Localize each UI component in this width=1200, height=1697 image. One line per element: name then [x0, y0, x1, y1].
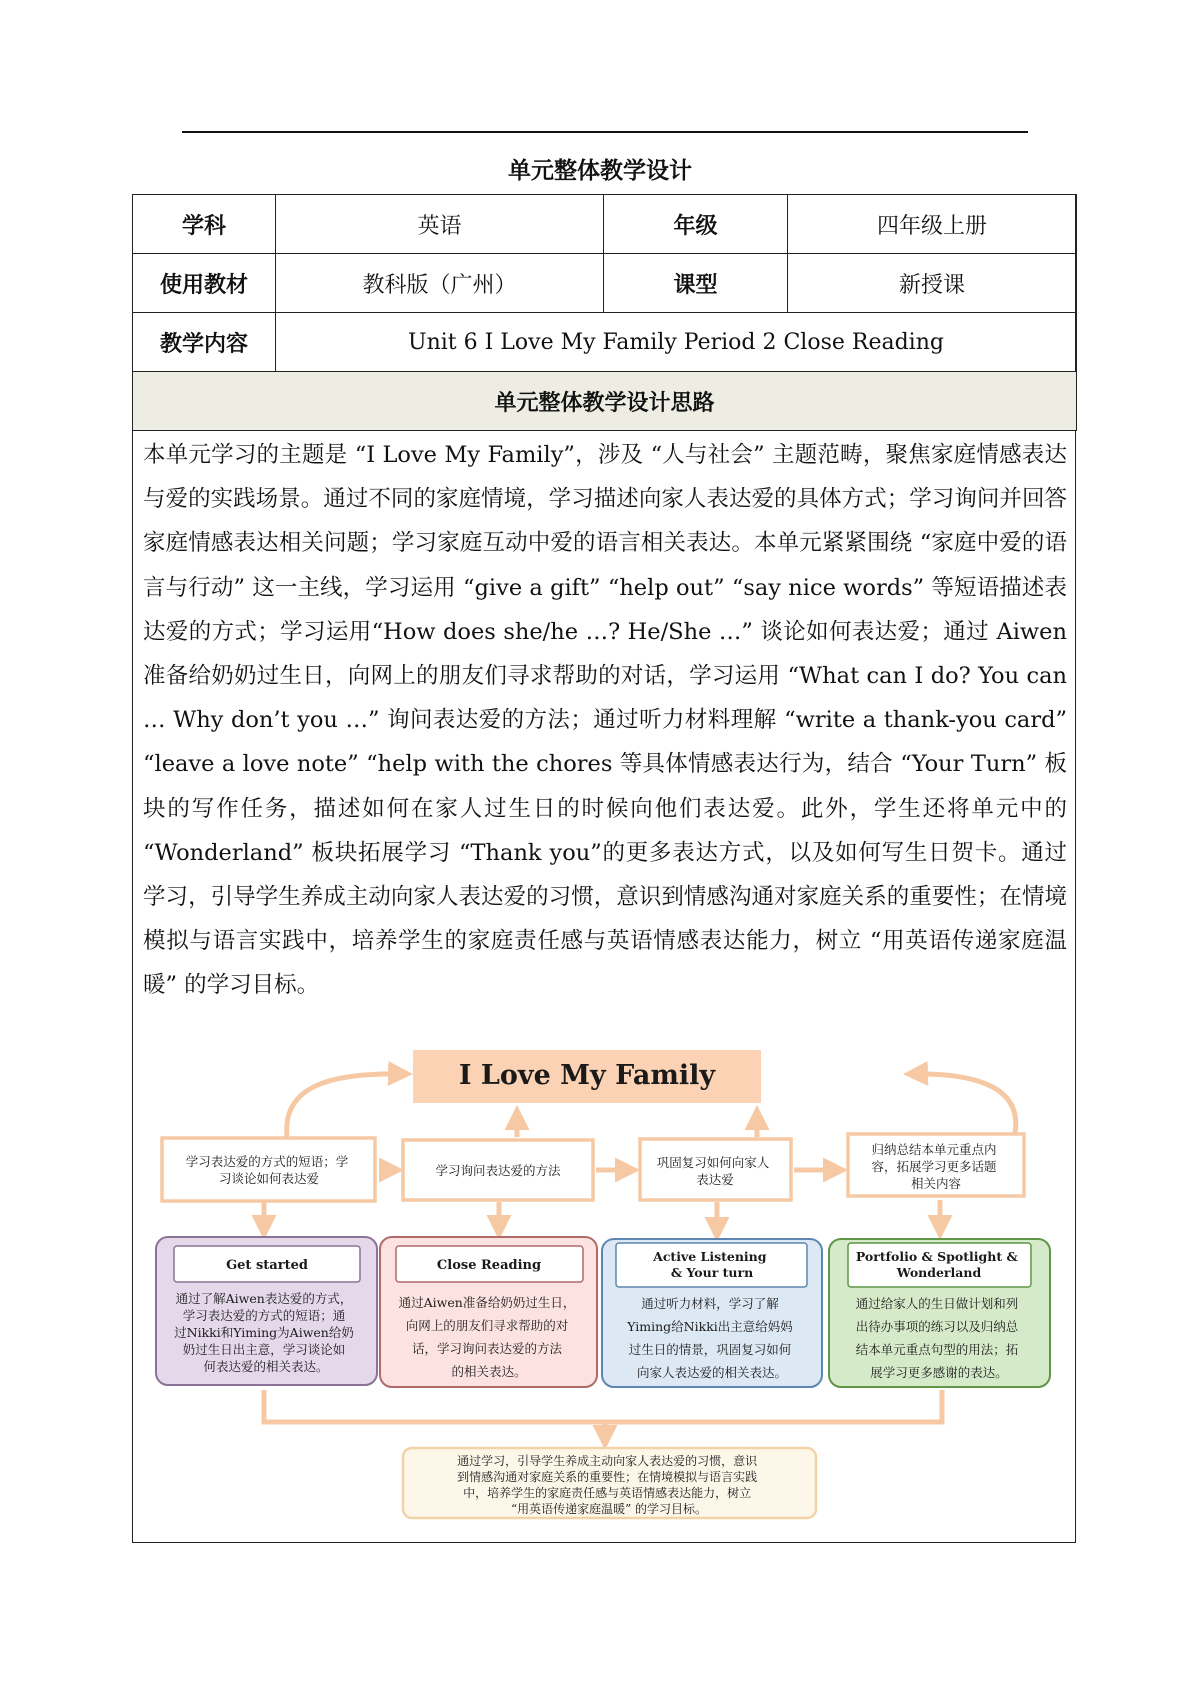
section-banner: 单元整体教学设计思路	[133, 372, 1077, 431]
summary-text: 通过学习，引导学生养成主动向家人表达爱的习惯，意识 到情感沟通对家庭关系的重要性；在情境模拟与语言实践 中，培养学生的家庭责任感与英语情感表达能力，树立 “用英语传递家庭温暖” 的学习目标。	[457, 1454, 758, 1516]
stage-portfolio	[829, 1239, 1050, 1387]
stage-title-2: Close Reading	[436, 1258, 542, 1273]
stage-title-1: Get started	[226, 1258, 308, 1273]
arrow-title-to-goal4	[908, 1074, 1016, 1133]
stage-desc-4: 通过给家人的生日做计划和列 出待办事项的练习以及归纳总 结本单元重点句型的用法；拓 展学习更多感谢的表达。	[855, 1296, 1019, 1380]
stage-get-started	[156, 1237, 377, 1385]
goal-boxes	[162, 1134, 1024, 1201]
table-row	[133, 254, 1077, 313]
textbook-label: 使用教材	[133, 254, 276, 313]
stage-desc-2: 通过Aiwen准备给奶奶过生日， 向网上的朋友们寻求帮助的对 话，学习询问表达爱的方法 的相关表达。	[398, 1295, 576, 1379]
design-paragraph: 本单元学习的主题是 “I Love My Family”，涉及 “人与社会” 主题范畴，聚焦家庭情感表达与爱的实践场景。通过不同的家庭情境，学习描述向家人表达爱的具体方式；学习询问并回答家庭情感表达相关问题；学习家庭互动中爱的语言相关表达。本单元紧紧围绕 “家庭中爱的语言与行动” 这一主线，学习运用 “give a gift” “help out” “say nice words” 等短语描述表达爱的方式；学习运用“How does she/he …? He/She …” 谈论如何表达爱；通过 Aiwen 准备给奶奶过生日，向网上的朋友们寻求帮助的对话，学习运用 “What can I do? You can … Why don’t you …” 询问表达爱的方法；通过听力材料理解 “write a thank-you card” “leave a love note” “help with the chores 等具体情感表达行为，结合 “Your Turn” 板块的写作任务，描述如何在家人过生日的时候向他们表达爱。此外，学生还将单元中的 “Wonderland” 板块拓展学习 “Thank you”的更多表达方式，以及如何写生日贺卡。通过学习，引导学生养成主动向家人表达爱的习惯，意识到情感沟通对家庭关系的重要性；在情境模拟与语言实践中，培养学生的家庭责任感与英语情感表达能力，树立 “用英语传递家庭温暖” 的学习目标。	[143, 442, 1067, 999]
goal-text-3: 巩固复习如何向家人 表达爱	[656, 1155, 770, 1187]
content-label: 教学内容	[133, 313, 276, 372]
table-row	[133, 195, 1077, 254]
subject-value: 英语	[276, 195, 604, 254]
bracket-line	[264, 1390, 942, 1422]
info-table	[132, 194, 1077, 431]
lesson-type-value: 新授课	[788, 254, 1077, 313]
goal-text-1: 学习表达爱的方式的短语；学 习谈论如何表达爱	[185, 1154, 349, 1186]
summary-box-group	[403, 1448, 816, 1518]
document-title: 单元整体教学设计	[508, 157, 692, 184]
unit-flow-diagram	[132, 1050, 1076, 1540]
goal-box-1	[162, 1138, 375, 1201]
goal-text-2: 学习询问表达爱的方法	[435, 1163, 561, 1178]
stage-close-reading	[380, 1237, 597, 1387]
grade-label: 年级	[604, 195, 788, 254]
stage-active-listening	[602, 1239, 822, 1387]
table-row	[133, 313, 1077, 372]
content-value: Unit 6 I Love My Family Period 2 Close Reading	[276, 313, 1077, 372]
lesson-type-label: 课型	[604, 254, 788, 313]
goal-text-4: 归纳总结本单元重点内 容，拓展学习更多话题 相关内容	[871, 1142, 997, 1191]
stage-title-3: Active Listening & Your turn	[653, 1249, 767, 1280]
grade-value: 四年级上册	[788, 195, 1077, 254]
diagram-title: I Love My Family	[458, 1060, 716, 1091]
stage-desc-1: 通过了解Aiwen表达爱的方式， 学习表达爱的方式的短语；通 过Nikki和Yiming为Aiwen给奶 奶过生日出主意，学习谈论如 何表达爱的相关表达。	[174, 1291, 354, 1374]
stage-title-4: Portfolio & Spotlight & Wonderland	[855, 1249, 1018, 1280]
textbook-value: 教科版（广州）	[276, 254, 604, 313]
arrow-goal1-to-title	[287, 1074, 408, 1137]
header-rule	[182, 131, 1028, 133]
stage-desc-3: 通过听力材料，学习了解 Yiming给Nikki出主意给妈妈 过生日的情景，巩固复习如何 向家人表达爱的相关表达。	[627, 1296, 793, 1380]
table-row	[133, 372, 1077, 431]
subject-label: 学科	[133, 195, 276, 254]
